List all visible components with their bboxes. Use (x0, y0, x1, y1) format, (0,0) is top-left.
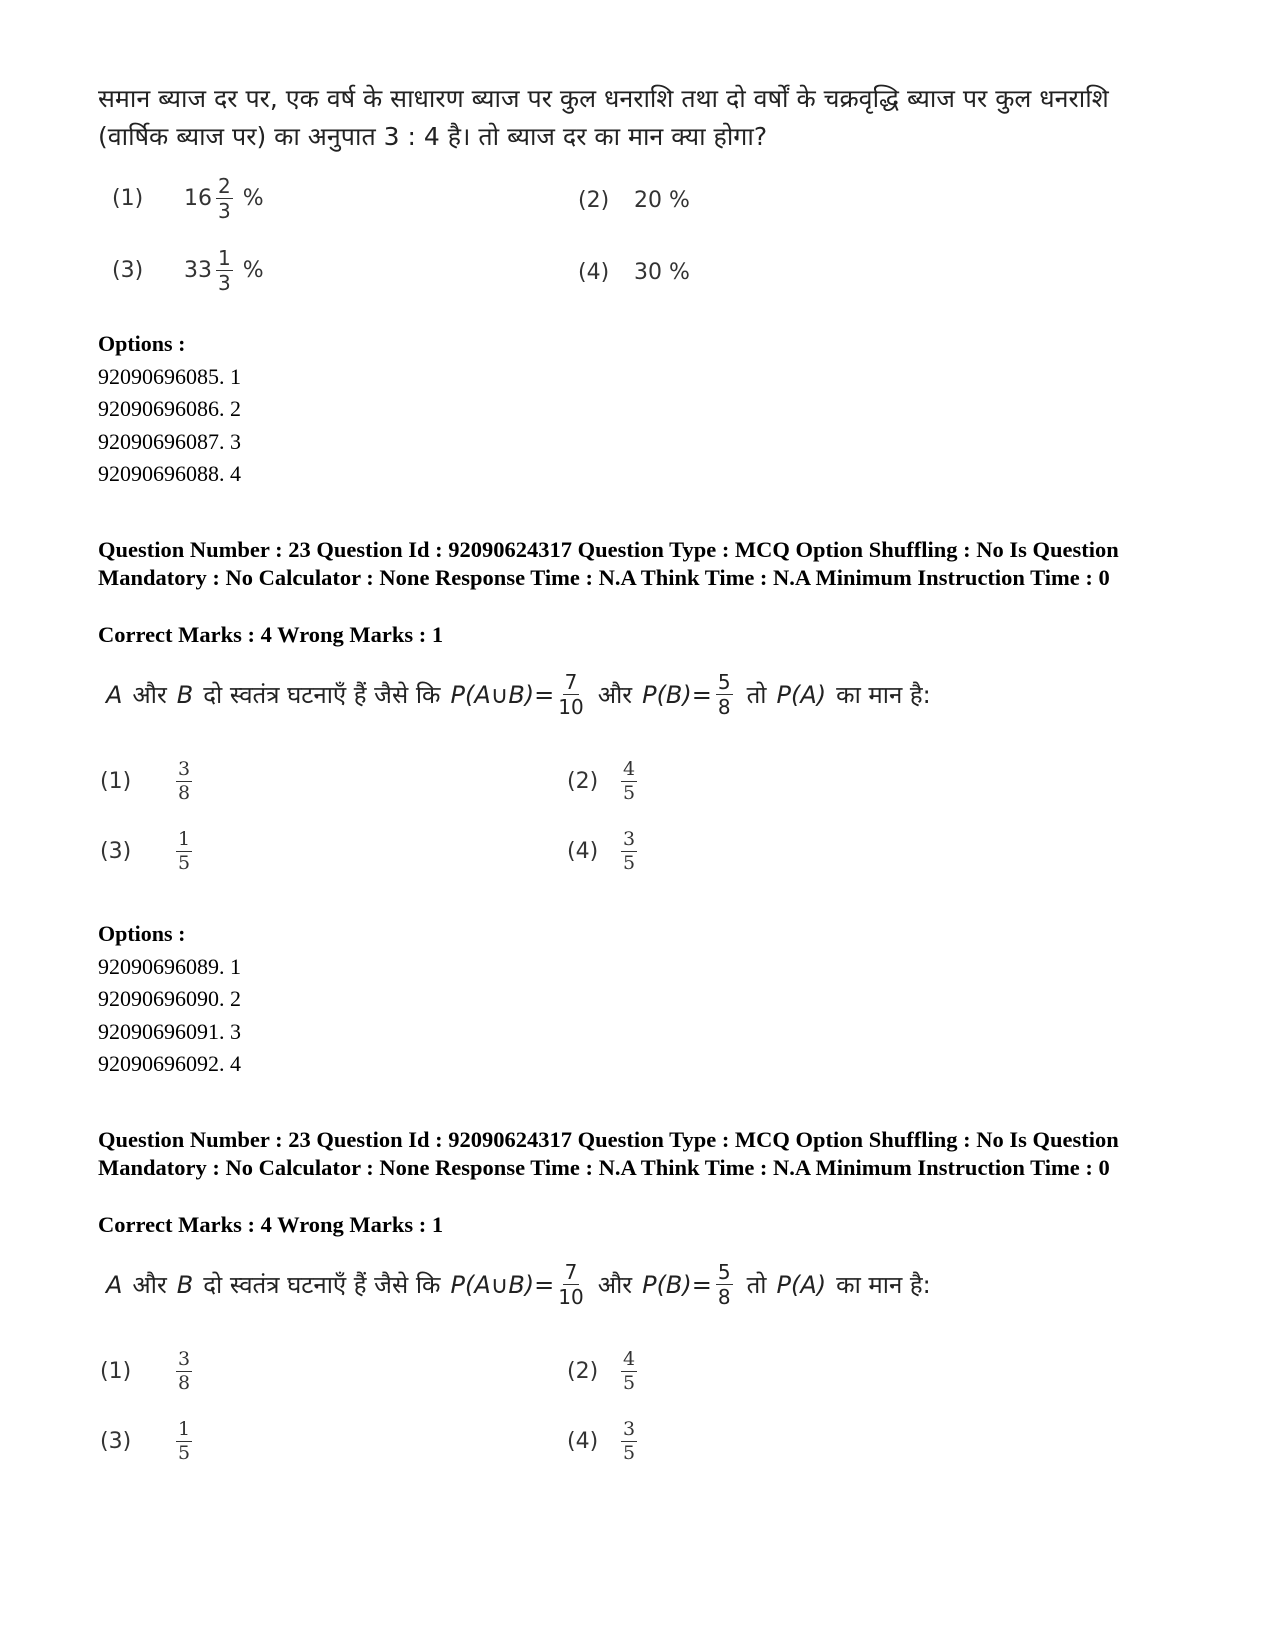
question-stem (106, 672, 931, 717)
denominator: 8 (178, 782, 191, 804)
option-value: 30 % (634, 260, 690, 285)
numerator: 3 (623, 1418, 636, 1440)
stem-text: और (597, 681, 633, 709)
question-meta: Question Number : 23 Question Id : 92090624317 Question Type : MCQ Option Shuffling : No Is Question Mandatory : No Calculator : None Response Time : N.A Think Time : N.A Minimum Instruction Time : 0 (98, 537, 1119, 590)
option-id: 92090696090. 2 (98, 986, 241, 1011)
event-b: B (176, 1270, 194, 1299)
option-number: (1) (112, 186, 144, 211)
numerator: 1 (178, 828, 191, 850)
option-4 (567, 1420, 641, 1463)
question-stem (106, 1262, 931, 1307)
event-a: A (106, 1270, 123, 1299)
option-whole: 16 (184, 186, 212, 211)
fraction (176, 760, 192, 803)
option-1 (100, 1350, 196, 1393)
fraction (621, 830, 637, 873)
fraction (558, 672, 583, 717)
denominator: 10 (558, 1285, 584, 1309)
marks-info: Correct Marks : 4 Wrong Marks : 1 (98, 622, 444, 647)
option-number: (2) (567, 769, 599, 794)
numerator: 5 (717, 670, 731, 694)
option-3 (100, 830, 196, 873)
option-1 (100, 760, 196, 803)
stem-text: और (132, 1271, 167, 1299)
option-number: (1) (100, 1359, 132, 1384)
option-id: 92090696087. 3 (98, 429, 241, 454)
denominator: 5 (178, 852, 191, 874)
option-number: (2) (578, 188, 610, 213)
numerator: 2 (218, 174, 231, 198)
option-number: (4) (578, 260, 610, 285)
option-4 (578, 260, 690, 285)
option-number: (3) (100, 1429, 132, 1454)
denominator: 8 (717, 1285, 731, 1309)
option-id: 92090696089. 1 (98, 954, 241, 979)
numerator: 1 (178, 1418, 191, 1440)
options-label: Options : (98, 331, 186, 356)
option-whole: 33 (184, 258, 212, 283)
fraction (716, 1262, 733, 1307)
option-2 (578, 188, 690, 213)
marks-info: Correct Marks : 4 Wrong Marks : 1 (98, 1212, 444, 1237)
stem-text: तो (746, 1271, 767, 1299)
expression: P(B)= (642, 680, 712, 709)
question-stem-hindi: समान ब्याज दर पर, एक वर्ष के साधारण ब्याज पर कुल धनराशि तथा दो वर्षों के चक्रवृद्धि ब्याज पर कुल धनराशि (वार्षिक ब्याज पर) का अनुपात 3 : 4 है। तो ब्याज दर का मान क्या होगा? (98, 84, 1109, 151)
option-4 (567, 830, 641, 873)
numerator: 7 (564, 1260, 578, 1284)
option-id: 92090696091. 3 (98, 1019, 241, 1044)
numerator: 5 (717, 1260, 731, 1284)
event-b: B (176, 680, 194, 709)
denominator: 3 (218, 199, 231, 223)
numerator: 3 (178, 1348, 191, 1370)
numerator: 3 (623, 828, 636, 850)
numerator: 1 (218, 246, 231, 270)
option-id: 92090696092. 4 (98, 1051, 241, 1076)
option-number: (3) (112, 258, 144, 283)
expression: P(B)= (642, 1270, 712, 1299)
option-number: (2) (567, 1359, 599, 1384)
options-label: Options : (98, 921, 186, 946)
expression: P(A) (776, 1270, 827, 1299)
stem-text: का मान है: (836, 681, 931, 709)
expression: P(A∪B)= (450, 1270, 555, 1299)
stem-text: और (132, 681, 167, 709)
option-number: (1) (100, 769, 132, 794)
stem-text: दो स्वतंत्र घटनाएँ हैं जैसे कि (203, 1271, 441, 1299)
fraction (176, 830, 192, 873)
numerator: 4 (623, 1348, 636, 1370)
stem-text: दो स्वतंत्र घटनाएँ हैं जैसे कि (203, 681, 441, 709)
numerator: 3 (178, 758, 191, 780)
denominator: 5 (623, 782, 636, 804)
question-meta: Question Number : 23 Question Id : 92090624317 Question Type : MCQ Option Shuffling : No Is Question Mandatory : No Calculator : None Response Time : N.A Think Time : N.A Minimum Instruction Time : 0 (98, 1127, 1119, 1180)
option-3 (100, 1420, 196, 1463)
option-id: 92090696085. 1 (98, 364, 241, 389)
denominator: 10 (558, 695, 584, 719)
numerator: 7 (564, 670, 578, 694)
denominator: 8 (717, 695, 731, 719)
stem-text: और (597, 1271, 633, 1299)
fraction (621, 760, 637, 803)
option-id: 92090696088. 4 (98, 461, 241, 486)
option-number: (3) (100, 839, 132, 864)
fraction (216, 248, 233, 293)
percent-sign: % (242, 186, 264, 211)
option-1 (112, 176, 264, 221)
denominator: 5 (623, 852, 636, 874)
expression: P(A∪B)= (450, 680, 555, 709)
fraction (558, 1262, 583, 1307)
fraction (716, 672, 733, 717)
option-number: (4) (567, 839, 599, 864)
option-number: (4) (567, 1429, 599, 1454)
fraction (176, 1420, 192, 1463)
percent-sign: % (242, 258, 264, 283)
stem-text: तो (746, 681, 767, 709)
option-id: 92090696086. 2 (98, 396, 241, 421)
option-2 (567, 1350, 641, 1393)
denominator: 3 (218, 271, 231, 295)
event-a: A (106, 680, 123, 709)
numerator: 4 (623, 758, 636, 780)
stem-text: का मान है: (836, 1271, 931, 1299)
fraction (176, 1350, 192, 1393)
denominator: 5 (623, 1372, 636, 1394)
option-2 (567, 760, 641, 803)
denominator: 5 (623, 1442, 636, 1464)
fraction (216, 176, 233, 221)
fraction (621, 1420, 637, 1463)
option-3 (112, 248, 264, 293)
expression: P(A) (776, 680, 827, 709)
fraction (621, 1350, 637, 1393)
option-value: 20 % (634, 188, 690, 213)
denominator: 5 (178, 1442, 191, 1464)
denominator: 8 (178, 1372, 191, 1394)
